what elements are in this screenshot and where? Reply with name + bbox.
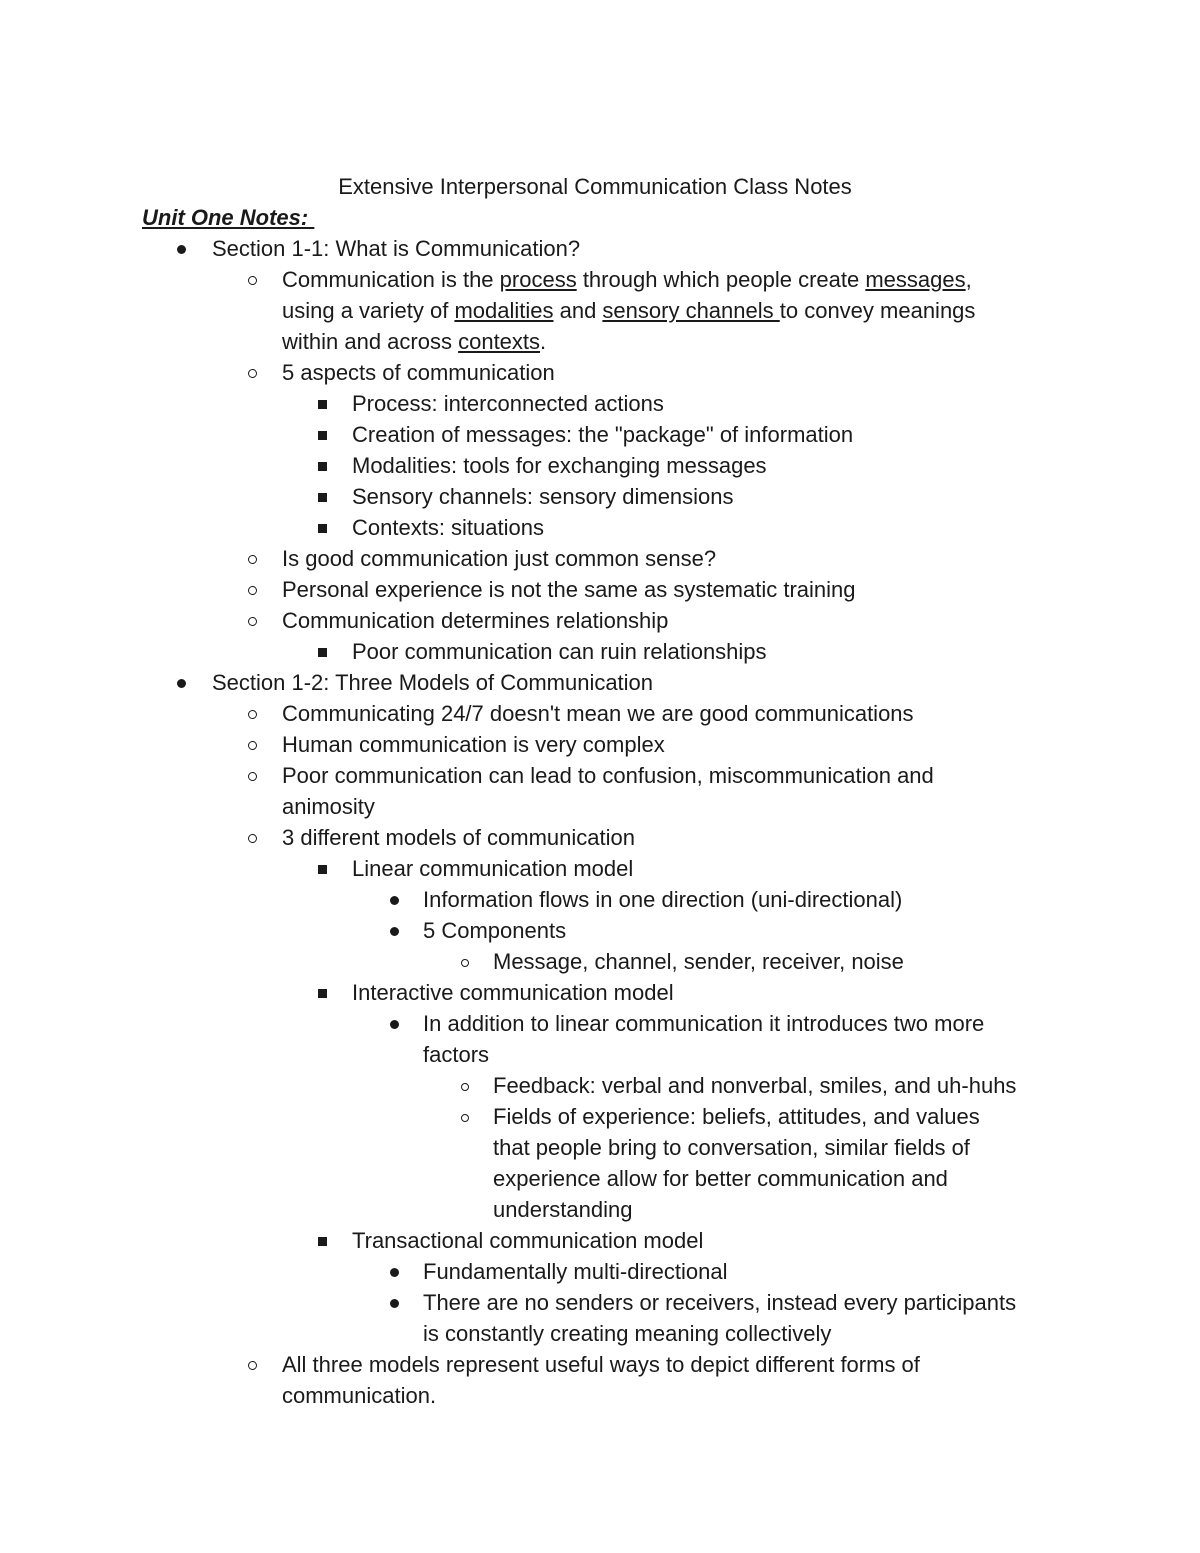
note-text: In addition to linear communication it introduces two more (423, 1011, 985, 1036)
note-text: Sensory channels: sensory dimensions (352, 484, 734, 509)
note-text: Transactional communication model (352, 1228, 704, 1253)
note-line (352, 636, 767, 667)
note-line (352, 1225, 703, 1256)
unit-heading: Unit One Notes: (142, 205, 315, 230)
bullet-square-icon (318, 989, 327, 998)
note-text: . (540, 329, 547, 354)
note-text: , (965, 267, 972, 292)
note-text: Fundamentally multi-directional (423, 1259, 728, 1284)
note-text: Interactive communication model (352, 980, 674, 1005)
underlined-term: process (499, 267, 577, 292)
bullet-circle-icon (248, 555, 257, 564)
note-text: Modalities: tools for exchanging messages (352, 453, 767, 478)
note-line (282, 698, 914, 729)
note-text: Section 1-2: Three Models of Communication (212, 670, 654, 695)
note-line (212, 233, 580, 264)
note-text: through which people create (576, 267, 866, 292)
note-text: Communication is the (282, 267, 500, 292)
bullet-circle-icon (248, 741, 257, 750)
note-text: Section 1-1: What is Communication? (212, 236, 581, 261)
note-line (282, 729, 665, 760)
note-text: There are no senders or receivers, instead every participants (423, 1290, 1017, 1315)
note-text: Communication determines relationship (282, 608, 669, 633)
underlined-term: sensory channels (602, 298, 780, 323)
note-text: within and across (282, 329, 459, 354)
note-line (423, 1287, 1016, 1318)
bullet-disc-icon (390, 1020, 399, 1029)
note-line (423, 884, 902, 915)
note-line (282, 574, 856, 605)
note-text: Fields of experience: beliefs, attitudes, and values (493, 1104, 980, 1129)
note-text: 5 Components (423, 918, 567, 943)
note-text: factors (423, 1042, 490, 1067)
note-line (423, 915, 566, 946)
note-line (212, 667, 653, 698)
note-line (282, 295, 975, 326)
document-title: Extensive Interpersonal Communication Class Notes (338, 174, 852, 199)
bullet-disc-icon (390, 896, 399, 905)
bullet-circle-icon (248, 276, 257, 285)
bullet-circle-icon (248, 586, 257, 595)
bullet-square-icon (318, 431, 327, 440)
note-text: Feedback: verbal and nonverbal, smiles, and uh-huhs (493, 1073, 1017, 1098)
note-line (352, 977, 674, 1008)
underlined-term: modalities (454, 298, 554, 323)
note-line (352, 512, 544, 543)
bullet-disc-icon (390, 1299, 399, 1308)
bullet-disc-icon (177, 245, 186, 254)
note-line (352, 450, 767, 481)
note-line (352, 481, 734, 512)
note-text: 5 aspects of communication (282, 360, 555, 385)
note-line (282, 791, 375, 822)
note-text: that people bring to conversation, similar fields of (493, 1135, 970, 1160)
bullet-disc-icon (177, 679, 186, 688)
note-text: All three models represent useful ways to depict different forms of (282, 1352, 920, 1377)
bullet-circle-icon (248, 1361, 257, 1370)
underlined-term: contexts (458, 329, 541, 354)
note-text: using a variety of (282, 298, 455, 323)
note-line (493, 1163, 948, 1194)
note-text: Poor communication can ruin relationships (352, 639, 767, 664)
bullet-square-icon (318, 648, 327, 657)
note-text: Communicating 24/7 doesn't mean we are good communications (282, 701, 914, 726)
bullet-square-icon (318, 524, 327, 533)
note-line (282, 760, 934, 791)
note-text: Information flows in one direction (uni-directional) (423, 887, 903, 912)
bullet-circle-small-icon (461, 1114, 469, 1122)
note-text: experience allow for better communication and (493, 1166, 948, 1191)
bullet-square-icon (318, 493, 327, 502)
note-line (493, 1194, 632, 1225)
bullet-disc-icon (390, 927, 399, 936)
note-text: and (553, 298, 603, 323)
bullet-square-icon (318, 462, 327, 471)
note-text: communication. (282, 1383, 437, 1408)
bullet-circle-icon (248, 772, 257, 781)
bullet-disc-icon (390, 1268, 399, 1277)
bullet-circle-icon (248, 834, 257, 843)
note-text: Creation of messages: the "package" of information (352, 422, 854, 447)
note-line (282, 326, 546, 357)
bullet-circle-small-icon (461, 959, 469, 967)
note-text: Is good communication just common sense? (282, 546, 717, 571)
note-line (282, 1349, 920, 1380)
bullet-circle-icon (248, 369, 257, 378)
note-text: Linear communication model (352, 856, 634, 881)
note-line (493, 946, 904, 977)
note-line (423, 1318, 831, 1349)
note-line (352, 419, 853, 450)
bullet-square-icon (318, 400, 327, 409)
note-text: to convey meanings (779, 298, 976, 323)
bullet-circle-small-icon (461, 1083, 469, 1091)
note-line (423, 1008, 984, 1039)
note-line (282, 264, 972, 295)
note-line (423, 1039, 489, 1070)
bullet-square-icon (318, 1237, 327, 1246)
note-line (493, 1070, 1016, 1101)
note-line (423, 1256, 727, 1287)
note-line (493, 1101, 980, 1132)
note-text: 3 different models of communication (282, 825, 635, 850)
note-line (282, 1380, 436, 1411)
note-line (493, 1132, 970, 1163)
note-text: Process: interconnected actions (352, 391, 664, 416)
note-text: is constantly creating meaning collectively (423, 1321, 832, 1346)
note-line (282, 605, 668, 636)
note-text: Message, channel, sender, receiver, noise (493, 949, 904, 974)
note-text: Human communication is very complex (282, 732, 665, 757)
note-line (282, 822, 635, 853)
underlined-term: messages (865, 267, 966, 292)
note-line (282, 543, 716, 574)
note-text: animosity (282, 794, 375, 819)
bullet-circle-icon (248, 617, 257, 626)
note-text: Poor communication can lead to confusion, miscommunication and (282, 763, 934, 788)
note-text: Contexts: situations (352, 515, 544, 540)
note-line (282, 357, 555, 388)
note-line (352, 388, 664, 419)
bullet-square-icon (318, 865, 327, 874)
bullet-circle-icon (248, 710, 257, 719)
note-text: understanding (493, 1197, 633, 1222)
note-line (352, 853, 633, 884)
note-text: Personal experience is not the same as systematic training (282, 577, 856, 602)
